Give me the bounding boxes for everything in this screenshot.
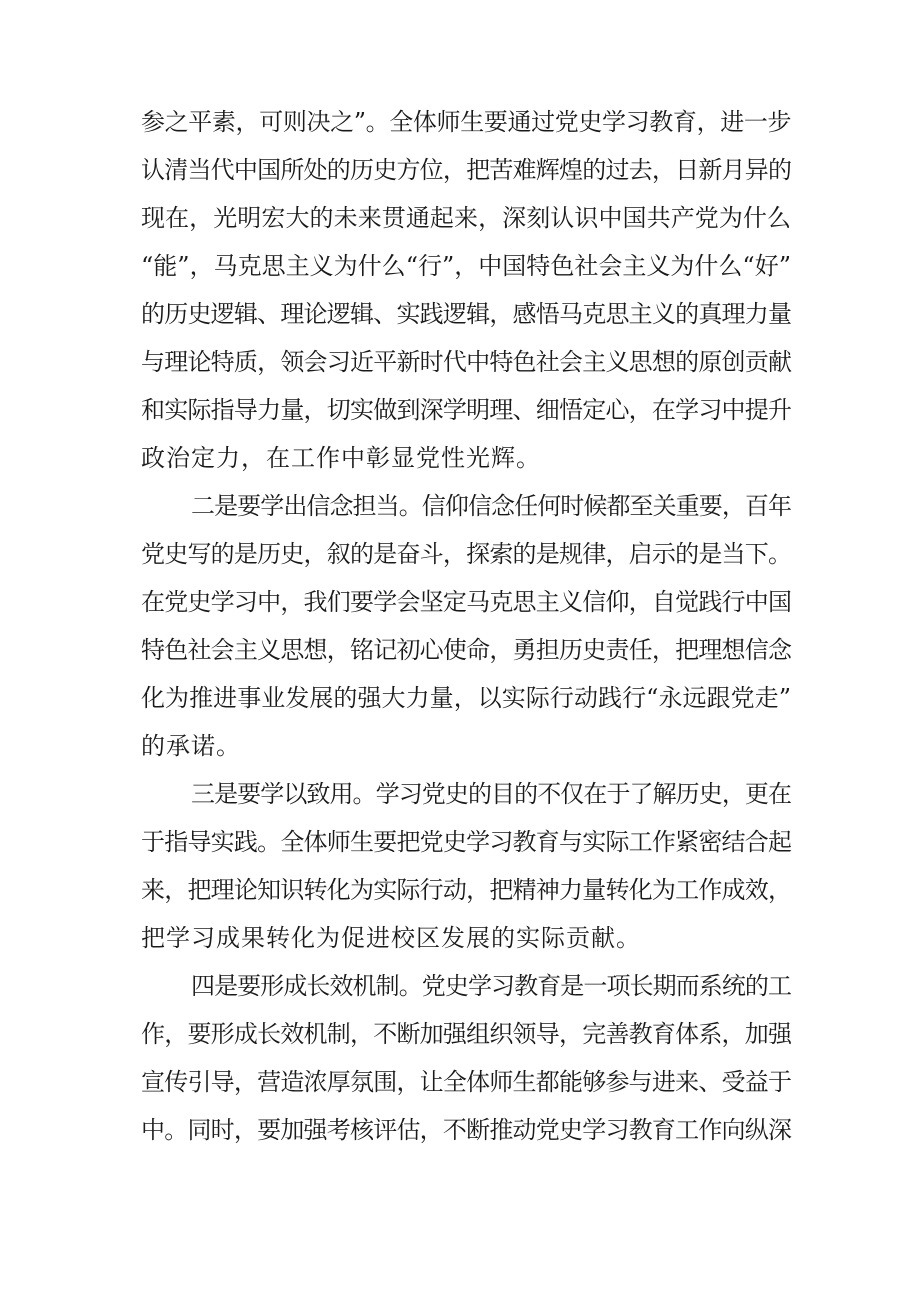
text-line: 认清当代中国所处的历史方位，把苦难辉煌的过去，日新月异的 [141, 156, 791, 184]
text-line: 宣传引导，营造浓厚氛围，让全体师生都能够参与进来、受益于 [141, 1068, 791, 1096]
text-line: 化为推进事业发展的强大力量，以实际行动践行“永远跟党走” [141, 684, 791, 712]
paragraph-start-line: 二是要学出信念担当。信仰信念任何时候都至关重要，百年 [191, 492, 791, 520]
paragraph-start-line: 四是要形成长效机制。党史学习教育是一项长期而系统的工 [191, 972, 791, 1000]
text-line: 作，要形成长效机制，不断加强组织领导，完善教育体系，加强 [141, 1020, 791, 1048]
text-line: 中。同时，要加强考核评估，不断推动党史学习教育工作向纵深 [141, 1116, 791, 1144]
text-line: “能”，马克思主义为什么“行”，中国特色社会主义为什么“好” [141, 252, 791, 280]
text-line: 和实际指导力量，切实做到深学明理、细悟定心，在学习中提升 [141, 396, 791, 424]
text-line: 特色社会主义思想，铭记初心使命，勇担历史责任，把理想信念 [141, 636, 791, 664]
text-line: 于指导实践。全体师生要把党史学习教育与实际工作紧密结合起 [141, 828, 791, 856]
text-line: 现在，光明宏大的未来贯通起来，深刻认识中国共产党为什么 [141, 204, 791, 232]
document-body [141, 98, 791, 1154]
text-line: 在党史学习中，我们要学会坚定马克思主义信仰，自觉践行中国 [141, 588, 791, 616]
text-line: 把学习成果转化为促进校区发展的实际贡献。 [141, 924, 641, 952]
text-line: 参之平素，可则决之”。全体师生要通过党史学习教育，进一步 [141, 108, 791, 136]
text-line: 与理论特质，领会习近平新时代中特色社会主义思想的原创贡献 [141, 348, 791, 376]
text-line: 的承诺。 [141, 732, 241, 760]
text-line: 政治定力，在工作中彰显党性光辉。 [141, 444, 541, 472]
text-line: 党史写的是历史，叙的是奋斗，探索的是规律，启示的是当下。 [141, 540, 791, 568]
text-line: 的历史逻辑、理论逻辑、实践逻辑，感悟马克思主义的真理力量 [141, 300, 791, 328]
paragraph-start-line: 三是要学以致用。学习党史的目的不仅在于了解历史，更在 [191, 780, 791, 808]
text-line: 来，把理论知识转化为实际行动，把精神力量转化为工作成效， [141, 876, 791, 904]
